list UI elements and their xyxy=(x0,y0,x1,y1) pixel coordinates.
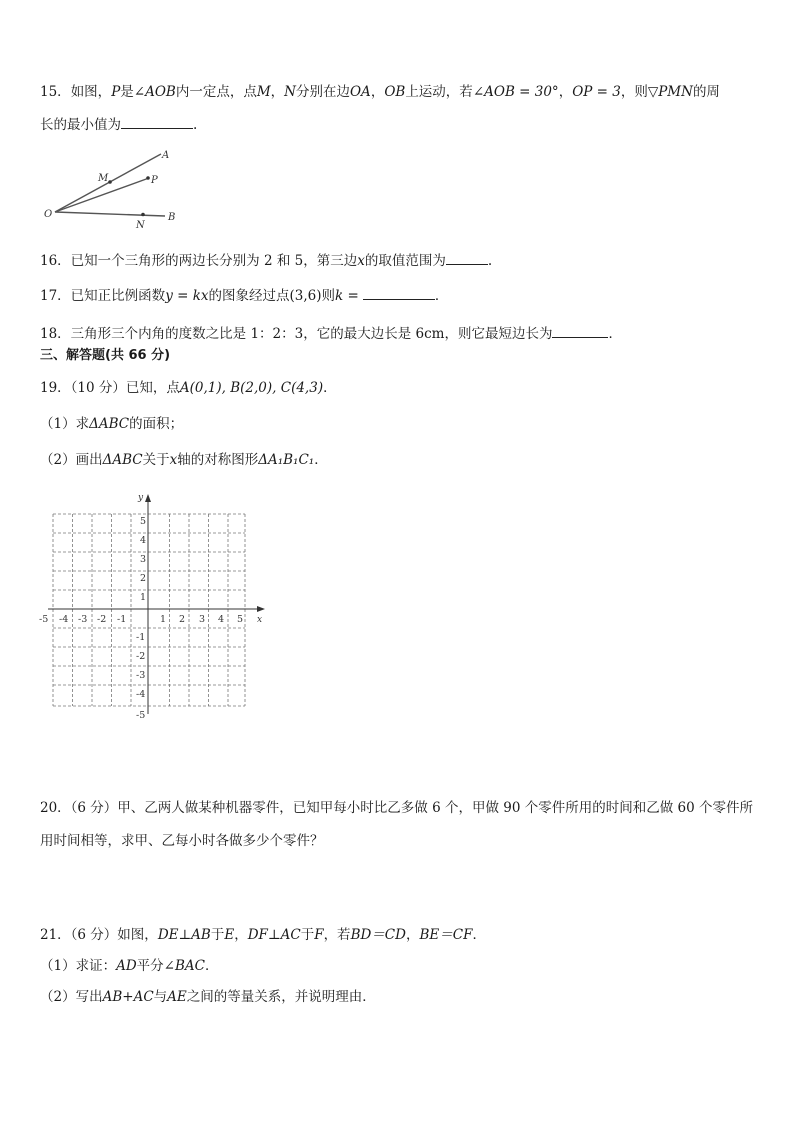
q17-text: 的图象经过点 xyxy=(208,288,290,304)
q21-expression: AB+AC xyxy=(102,989,154,1005)
q19-text: 的面积； xyxy=(129,416,184,432)
x-axis-arrow xyxy=(257,606,265,612)
y-tick-labels xyxy=(136,516,146,721)
q15-text: 是 xyxy=(120,84,134,100)
q21-text: ， xyxy=(234,927,248,943)
y-tick: -1 xyxy=(136,632,146,643)
point-m xyxy=(108,180,112,184)
q15-triangle: ▽PMN xyxy=(647,84,693,100)
x-tick: -5 xyxy=(39,614,49,625)
q19-line1 xyxy=(40,378,337,398)
q15-text: ，则 xyxy=(620,84,648,100)
q15-text: ， xyxy=(558,84,573,100)
q21-angle: BAC xyxy=(174,958,205,974)
q19-part1 xyxy=(40,414,183,434)
x-axis-label: x xyxy=(257,615,263,625)
q15-var-n: N xyxy=(284,84,296,100)
q15-line1 xyxy=(40,82,720,102)
q19-triangle: ΔABC xyxy=(102,452,143,468)
x-tick-labels xyxy=(39,614,243,625)
q17-text: 则 xyxy=(321,288,336,304)
q15-text: 如图， xyxy=(70,84,112,100)
q19-var-x: x xyxy=(169,452,178,468)
q21-text: 平分∠ xyxy=(136,958,175,974)
q15-condition: ∠AOB = 30° xyxy=(472,84,559,100)
y-tick: 5 xyxy=(140,516,147,527)
q15-side-ob: OB xyxy=(384,84,406,100)
q21-text: ． xyxy=(472,927,486,943)
q15-angle: ∠AOB xyxy=(133,84,176,100)
x-tick: -1 xyxy=(117,614,127,625)
q21-condition: DE⊥AB xyxy=(157,927,211,943)
q15-var-m: M xyxy=(256,84,271,100)
grid-lines xyxy=(53,514,245,706)
point-n xyxy=(141,213,145,217)
q17-k: k = xyxy=(335,288,359,304)
q21-condition: BD＝CD xyxy=(350,927,406,943)
q21-text: ， xyxy=(405,927,420,943)
q21-var-e: E xyxy=(224,927,235,943)
q18-text: ． xyxy=(608,326,622,342)
x-tick: -4 xyxy=(59,614,69,625)
q20-line2: 用时间相等，求甲、乙每小时各做多少个零件？ xyxy=(40,833,324,849)
q17-text: 17．已知正比例函数 xyxy=(40,288,166,304)
q16-line xyxy=(40,249,492,271)
q21-text: ，若 xyxy=(323,927,351,943)
x-tick: 5 xyxy=(237,614,244,625)
q21-text: 之间的等量关系，并说明理由． xyxy=(186,989,376,1005)
q19-points: A(0,1), B(2,0), C(4,3) xyxy=(179,380,324,396)
q21-line1 xyxy=(40,925,486,945)
q19-part2 xyxy=(40,450,328,470)
q16-text: 的取值范围为 xyxy=(364,253,446,269)
q18-line xyxy=(40,322,622,344)
label-n: N xyxy=(136,220,145,231)
q15-text: 长的最小值为 xyxy=(40,117,121,133)
q15-text: ， xyxy=(370,84,385,100)
q15-text: 上运动，若 xyxy=(405,84,473,100)
q21-segment: AD xyxy=(116,958,137,974)
q15-line2 xyxy=(40,113,197,135)
y-axis-label: y xyxy=(138,493,144,503)
q19-triangle: ΔABC xyxy=(89,416,130,432)
q21-var-f: F xyxy=(314,927,324,943)
x-tick: -3 xyxy=(78,614,88,625)
q19-text: 关于 xyxy=(142,452,170,468)
q18-text: 18．三角形三个内角的度数之比是 1：2：3，它的最大边长是 6cm，则它最短边长为 xyxy=(40,326,553,342)
label-a: A xyxy=(162,150,170,161)
q15-text: 分别在边 xyxy=(295,84,350,100)
q19-triangle-reflected: ΔA₁B₁C₁ xyxy=(258,452,315,468)
q15-text: . xyxy=(193,117,198,133)
point-p xyxy=(146,176,150,180)
y-tick: -2 xyxy=(136,651,146,662)
q17-text: ． xyxy=(434,288,449,304)
q21-text: （2）写出 xyxy=(40,989,103,1005)
y-tick: 1 xyxy=(140,592,147,603)
q15-condition: OP = 3 xyxy=(572,84,621,100)
q18-answer-blank[interactable] xyxy=(552,322,608,338)
q21-condition: BE＝CF xyxy=(419,927,473,943)
q15-text: 内一定点，点 xyxy=(175,84,257,100)
q16-answer-blank[interactable] xyxy=(446,249,488,265)
q15-text: 的周 xyxy=(692,84,720,100)
q15-var-p: P xyxy=(111,84,121,100)
y-tick: 4 xyxy=(140,535,147,546)
q19-text: （2）画出 xyxy=(40,452,103,468)
q19-text: ． xyxy=(314,452,328,468)
q21-part2 xyxy=(40,987,376,1007)
x-tick: 4 xyxy=(218,614,225,625)
q15-answer-blank[interactable] xyxy=(121,113,193,129)
label-b: B xyxy=(168,212,176,223)
q17-function: y = kx xyxy=(165,288,209,304)
q17-line xyxy=(40,284,448,306)
q19-text: ． xyxy=(323,380,337,396)
q21-text: 21．（6 分）如图， xyxy=(40,927,158,943)
q21-text: ． xyxy=(204,958,219,974)
label-m: M xyxy=(98,173,109,184)
q16-text: 16．已知一个三角形的两边长分别为 2 和 5，第三边 xyxy=(40,253,358,269)
q21-text: 与 xyxy=(153,989,168,1005)
q21-text: 于 xyxy=(300,927,315,943)
q15-text: ， xyxy=(270,84,285,100)
label-o: O xyxy=(44,209,53,220)
q15-number: 15． xyxy=(40,84,71,100)
coordinate-grid xyxy=(36,488,276,728)
q19-text: 19．（10 分）已知，点 xyxy=(40,380,180,396)
x-tick: -2 xyxy=(97,614,107,625)
y-tick: 3 xyxy=(140,554,147,565)
q21-text: （1）求证： xyxy=(40,958,117,974)
q21-segment: AE xyxy=(167,989,187,1005)
y-tick: -3 xyxy=(136,670,146,681)
label-p: P xyxy=(151,175,158,186)
q21-part1 xyxy=(40,956,218,976)
q17-answer-blank[interactable] xyxy=(363,284,435,300)
q17-point: (3,6) xyxy=(289,288,322,304)
q21-condition: DF⊥AC xyxy=(247,927,301,943)
x-tick: 1 xyxy=(160,614,167,625)
section-title: 三、解答题(共 66 分) xyxy=(40,348,171,363)
x-tick: 3 xyxy=(199,614,206,625)
q16-text: . xyxy=(487,253,493,269)
y-tick: 2 xyxy=(140,573,147,584)
y-tick: -5 xyxy=(136,710,146,721)
q20-line1: 20．（6 分）甲、乙两人做某种机器零件，已知甲每小时比乙多做 6 个，甲做 90 个零件所用的时间和乙做 60 个零件所 xyxy=(40,800,754,816)
q15-side-oa: OA xyxy=(349,84,371,100)
q15-angle-figure xyxy=(38,145,188,235)
x-tick: 2 xyxy=(179,614,186,625)
ray-ob xyxy=(55,212,165,216)
q21-text: 于 xyxy=(210,927,225,943)
q19-text: （1）求 xyxy=(40,416,90,432)
q16-var-x: x xyxy=(357,253,365,269)
y-axis-arrow xyxy=(145,494,151,502)
q19-text: 轴的对称图形 xyxy=(177,452,259,468)
y-tick: -4 xyxy=(136,689,146,700)
